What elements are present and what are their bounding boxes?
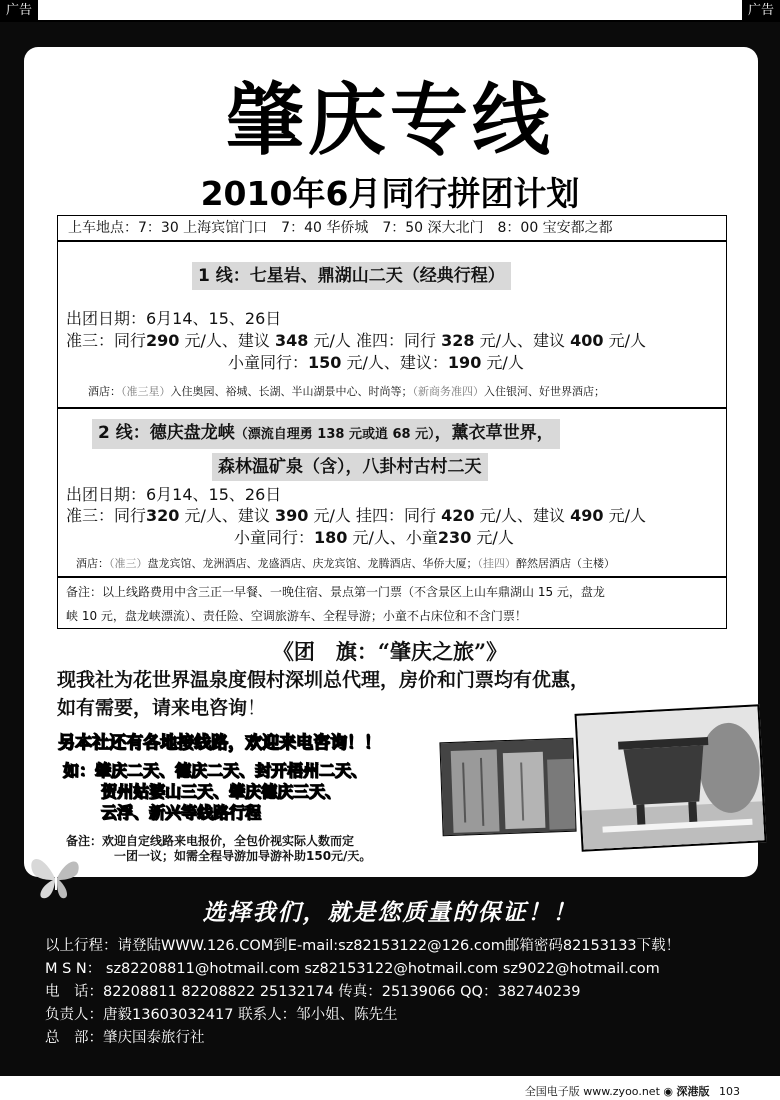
contact-info — [45, 935, 680, 1050]
stone-tablet-photo — [439, 738, 576, 837]
route-examples — [63, 760, 367, 823]
route-2-child-prices — [234, 527, 514, 549]
price-unit: 元/人、建议 — [479, 506, 565, 525]
price-value: 320 — [146, 506, 180, 525]
route-2-title — [92, 419, 560, 449]
group-flag: 《团 旗：“肇庆之旅”》 — [272, 639, 508, 664]
route-2-title-a: 2 线：德庆盘龙峡 — [98, 423, 235, 443]
route-2-prices — [66, 505, 646, 527]
price-unit: 元/人、建议 — [184, 331, 270, 350]
price-notes — [57, 577, 727, 629]
price-value: 420 — [441, 506, 475, 525]
contact-line: 以上行程：请登陆WWW.126.COM到E-mail:sz82153122@126.com邮箱密码82153133下载！ — [45, 938, 681, 954]
price-value: 348 — [275, 331, 309, 350]
contact-line: M S N： sz82208811@hotmail.com sz82153122@hotmail.com sz9022@hotmail.com — [45, 961, 660, 977]
custom-route-memo — [66, 834, 371, 864]
route-1-title: 1 线：七星岩、鼎湖山二天（经典行程） — [192, 262, 511, 290]
ad-label-left: 广告 — [0, 0, 38, 22]
hotel-text: 醉然居酒店（主楼） — [516, 557, 615, 570]
child-unit: 元/人、小童 — [352, 528, 438, 547]
slogan: 选择我们，就是您质量的保证！！ — [202, 899, 578, 926]
footer-logo-icon: ◉ — [663, 1085, 673, 1098]
contact-line: 电 话：82208811 82208822 25132174 传真：25139066 QQ：382740239 — [45, 984, 581, 1000]
hotel-tag: （准三星） — [121, 385, 171, 398]
pickup-locations: 上车地点：7：30 上海宾馆门口 7：40 华侨城 7：50 深大北门 8：00 宝安都之都 — [57, 215, 727, 241]
agency-line: 现我社为花世界温泉度假村深圳总代理，房价和门票均有优惠， — [57, 669, 590, 691]
footer-version: 深港版 — [676, 1085, 710, 1098]
hotel-prefix: 酒店： — [76, 557, 109, 570]
route-1-hotels — [88, 383, 605, 399]
other-routes: 另本社还有各地接线路，欢迎来电咨询！！ — [58, 733, 381, 753]
child-prefix: 小童同行： — [228, 353, 309, 372]
note-line: 备注：以上线路费用中含三正一早餐、一晚住宿、景点第一门票（不含景区上山车鼎湖山 15 元，盘龙 — [66, 585, 605, 599]
price-prefix: 准三：同行 — [66, 331, 147, 350]
hotel-tag: （新商务准四） — [412, 385, 484, 398]
agency-line-text: 如有需要，请来电咨询 — [57, 697, 248, 719]
child-price: 180 — [314, 528, 348, 547]
hotel-text: 入住银河、好世界酒店； — [484, 385, 605, 398]
child-price: 230 — [437, 528, 472, 547]
cauldron-image — [577, 706, 767, 852]
route-1-box — [57, 241, 727, 408]
price-unit: 元/人、建议 — [479, 331, 565, 350]
bronze-cauldron-photo — [575, 704, 767, 851]
example-line: 如：肇庆二天、德庆二天、封开梧州二天、 — [63, 761, 368, 780]
route-2-box — [57, 408, 727, 577]
page-footer — [525, 1083, 740, 1099]
top-bar — [0, 0, 780, 22]
example-line: 云浮、新兴等线路行程 — [101, 803, 262, 822]
price-value: 328 — [441, 331, 475, 350]
hotel-prefix: 酒店： — [88, 385, 121, 398]
hotel-tag: （挂四） — [477, 557, 516, 570]
contact-line: 总 部：肇庆国泰旅行社 — [45, 1030, 205, 1046]
child-unit: 元/人 — [476, 528, 514, 547]
contact-line: 负责人：唐毅13603032417 联系人：邹小姐、陈先生 — [45, 1007, 398, 1023]
note-line: 峡 10 元，盘龙峡漂流）、责任险、空调旅游车、全程导游；小童不占床位和不含门票！ — [66, 609, 527, 623]
hotel-text: 入住奥园、裕城、长湖、半山湖景中心、时尚等； — [170, 385, 413, 398]
price-unit: 元/人 — [608, 331, 646, 350]
price-prefix: 准三：同行 — [66, 506, 147, 525]
child-price: 150 — [308, 353, 342, 372]
route-1-child-prices — [228, 352, 524, 374]
route-1-prices — [66, 330, 646, 352]
example-line: 贺州姑婆山三天、肇庆德庆三天、 — [101, 782, 342, 801]
route-2-hotels — [76, 555, 615, 571]
memo-line: 一团一议；如需全程导游加导游补助150元/天。 — [114, 849, 372, 863]
ad-label-right: 广告 — [742, 0, 780, 22]
child-price: 190 — [447, 353, 482, 372]
route-2-rafting-note: （漂流自理勇 138 元或逍 68 元） — [234, 427, 435, 442]
hotel-text: 盘龙宾馆、龙洲酒店、龙盛酒店、庆龙宾馆、龙腾酒店、华侨大厦； — [147, 557, 478, 570]
price-value: 400 — [570, 331, 604, 350]
tablet-image — [440, 739, 576, 837]
price-unit: 元/人 — [608, 506, 646, 525]
agency-line-mark: ！ — [247, 697, 267, 719]
price-unit: 元/人 挂四：同行 — [313, 506, 436, 525]
child-unit: 元/人 — [486, 353, 524, 372]
route-2-dates: 出团日期：6月14、15、26日 — [66, 485, 282, 504]
route-2-title-line2: 森林温矿泉（含），八卦村古村二天 — [212, 453, 488, 481]
price-unit: 元/人、建议 — [184, 506, 270, 525]
child-prefix: 小童同行： — [234, 528, 315, 547]
price-value: 290 — [146, 331, 180, 350]
child-unit: 元/人、建议： — [346, 353, 448, 372]
sub-title: 2010年6月同行拼团计划 — [200, 174, 580, 213]
price-unit: 元/人 准四：同行 — [313, 331, 436, 350]
hotel-tag: （准三） — [109, 557, 148, 570]
route-1-dates: 出团日期：6月14、15、26日 — [66, 309, 282, 328]
price-value: 490 — [570, 506, 604, 525]
price-value: 390 — [275, 506, 309, 525]
memo-line: 备注：欢迎自定线路来电报价，全包价视实际人数而定 — [66, 834, 355, 848]
footer-edition: 全国电子版 www.zyoo.net — [524, 1085, 660, 1098]
page-number: 103 — [719, 1085, 740, 1098]
main-title: 肇庆专线 — [225, 75, 554, 166]
route-2-title-b: ，薰衣草世界， — [434, 423, 554, 443]
